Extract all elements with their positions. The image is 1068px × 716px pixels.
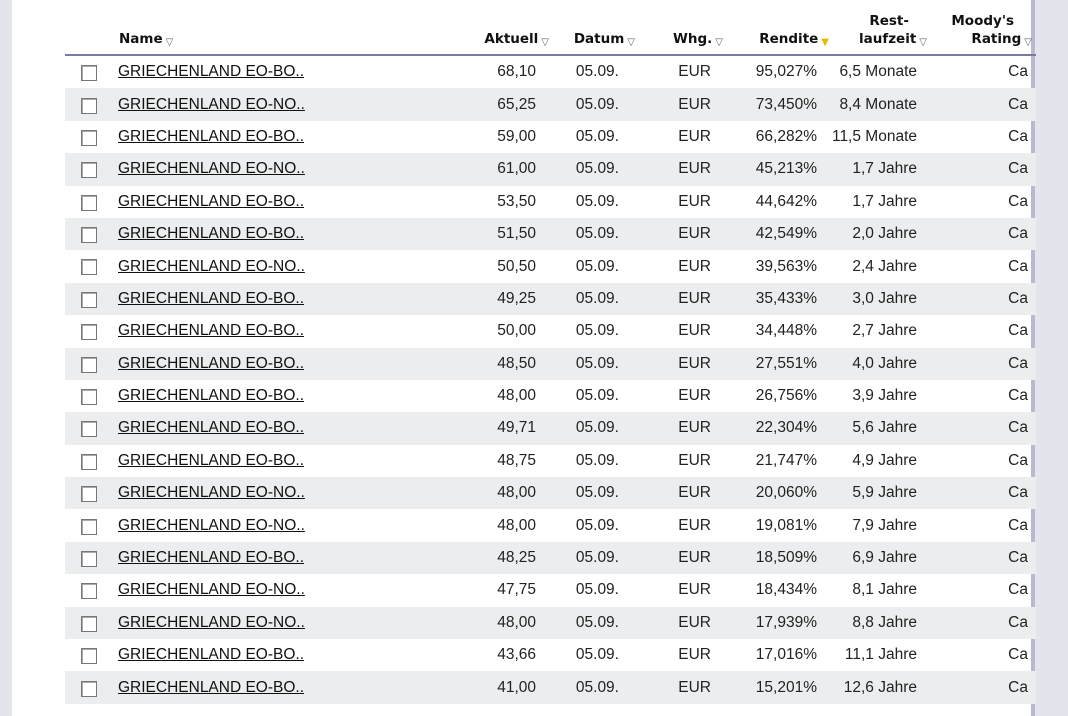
row-checkbox[interactable] [81, 421, 97, 437]
sort-arrow-down-icon[interactable]: ▽ [715, 37, 723, 48]
datum-cell: 05.09. [575, 451, 619, 469]
restlaufzeit-cell: 11,1 Jahre [844, 646, 917, 664]
rendite-cell: 27,551% [727, 348, 831, 380]
row-select-cell [65, 250, 118, 282]
aktuell-cell: 47,75 [497, 581, 536, 599]
bond-name-link[interactable]: GRIECHENLAND EO-BO.. [118, 192, 305, 210]
name-cell [118, 477, 414, 509]
datum-cell: 05.09. [575, 192, 619, 210]
table-header-row [65, 0, 1036, 55]
row-checkbox[interactable] [81, 616, 97, 632]
row-select-cell [65, 671, 118, 703]
name-cell [118, 283, 414, 315]
sort-arrow-down-icon[interactable]: ▽ [165, 37, 174, 48]
row-select-cell [65, 380, 118, 412]
row-checkbox[interactable] [81, 324, 97, 340]
bond-name-link[interactable]: GRIECHENLAND EO-BO.. [118, 354, 305, 372]
bond-name-link[interactable]: GRIECHENLAND EO-BO.. [118, 289, 305, 307]
row-select-cell [65, 121, 118, 153]
table-row [65, 186, 1036, 218]
sort-arrow-down-icon[interactable]: ▽ [919, 37, 927, 48]
header-rating[interactable] [931, 0, 1036, 55]
aktuell-cell: 68,10 [497, 63, 536, 81]
bond-name-link[interactable]: GRIECHENLAND EO-NO.. [118, 160, 305, 178]
header-restlaufzeit-label-line1: Rest- [869, 13, 909, 29]
rendite-cell: 66,282% [755, 127, 817, 145]
rating-cell: Ca [931, 607, 1036, 639]
header-name[interactable] [118, 0, 414, 55]
row-select-cell [65, 477, 118, 509]
header-name-label: Name [119, 31, 163, 47]
table-row [65, 153, 1036, 185]
bond-name-link[interactable]: GRIECHENLAND EO-BO.. [118, 549, 305, 567]
rating-cell: Ca [1008, 322, 1028, 340]
rendite-cell: 95,027% [755, 63, 817, 81]
aktuell-cell: 53,50 [497, 192, 536, 210]
restlaufzeit-cell: 1,7 Jahre [852, 192, 917, 210]
row-select-cell [65, 574, 118, 606]
row-checkbox[interactable] [81, 486, 97, 502]
row-checkbox[interactable] [81, 259, 97, 275]
table-row [65, 477, 1036, 509]
header-restlaufzeit[interactable] [831, 0, 931, 55]
datum-cell: 05.09. [551, 412, 639, 444]
row-select-cell [65, 186, 118, 218]
whg-cell: EUR [678, 646, 711, 664]
name-cell [118, 445, 414, 477]
name-cell [118, 218, 414, 250]
header-rendite-label: Rendite [759, 31, 819, 47]
header-rendite[interactable] [727, 0, 831, 55]
name-cell [118, 639, 414, 671]
row-checkbox[interactable] [81, 519, 97, 535]
name-cell [118, 250, 414, 282]
whg-cell: EUR [678, 63, 711, 81]
table-body [65, 55, 1036, 704]
name-cell [118, 153, 414, 185]
table-row [65, 607, 1036, 639]
bond-name-link[interactable]: GRIECHENLAND EO-NO.. [118, 581, 305, 599]
datum-cell: 05.09. [551, 542, 639, 574]
row-select-cell [65, 88, 118, 120]
rendite-cell: 39,563% [755, 257, 817, 275]
rendite-cell: 21,747% [755, 451, 817, 469]
aktuell-cell: 51,50 [414, 218, 551, 250]
rating-cell: Ca [931, 88, 1036, 120]
header-whg[interactable] [639, 0, 727, 55]
name-cell [118, 88, 414, 120]
restlaufzeit-cell: 8,4 Monate [831, 88, 931, 120]
rating-cell: Ca [1008, 516, 1028, 534]
rating-cell: Ca [1008, 192, 1028, 210]
datum-cell: 05.09. [551, 671, 639, 703]
sort-arrow-down-icon[interactable]: ▽ [541, 37, 549, 48]
row-select-cell [65, 283, 118, 315]
whg-cell: EUR [639, 348, 727, 380]
row-checkbox[interactable] [81, 648, 97, 664]
rendite-cell: 19,081% [755, 516, 817, 534]
row-checkbox[interactable] [81, 130, 97, 146]
header-restlaufzeit-label-line2: laufzeit [858, 31, 917, 47]
bond-table-container [65, 0, 1032, 704]
datum-cell: 05.09. [575, 646, 619, 664]
header-aktuell[interactable] [414, 0, 551, 55]
name-cell [118, 671, 414, 703]
row-select-cell [65, 348, 118, 380]
datum-cell: 05.09. [551, 348, 639, 380]
restlaufzeit-cell: 3,0 Jahre [831, 283, 931, 315]
table-row [65, 55, 1036, 88]
right-gutter [1035, 0, 1068, 716]
aktuell-cell: 48,75 [497, 451, 536, 469]
rating-cell: Ca [1008, 127, 1028, 145]
datum-cell: 05.09. [575, 387, 619, 405]
row-select-cell [65, 639, 118, 671]
datum-cell: 05.09. [551, 153, 639, 185]
restlaufzeit-cell: 4,9 Jahre [852, 451, 917, 469]
row-checkbox[interactable] [81, 162, 97, 178]
datum-cell: 05.09. [575, 581, 619, 599]
whg-cell: EUR [639, 153, 727, 185]
row-select-cell [65, 153, 118, 185]
row-select-cell [65, 542, 118, 574]
restlaufzeit-cell: 6,5 Monate [839, 63, 917, 81]
table-row [65, 445, 1036, 477]
aktuell-cell: 49,71 [414, 412, 551, 444]
rendite-cell: 73,450% [727, 88, 831, 120]
rating-cell: Ca [931, 153, 1036, 185]
whg-cell: EUR [678, 451, 711, 469]
row-select-cell [65, 607, 118, 639]
restlaufzeit-cell: 8,8 Jahre [831, 607, 931, 639]
whg-cell: EUR [678, 192, 711, 210]
rendite-cell: 17,016% [755, 646, 817, 664]
restlaufzeit-cell: 1,7 Jahre [831, 153, 931, 185]
row-select-cell [65, 509, 118, 541]
aktuell-cell: 48,00 [414, 477, 551, 509]
table-row [65, 218, 1036, 250]
table-row [65, 574, 1036, 606]
name-cell [118, 55, 414, 88]
whg-cell: EUR [678, 322, 711, 340]
bond-name-link[interactable]: GRIECHENLAND EO-NO.. [118, 613, 305, 631]
whg-cell: EUR [639, 671, 727, 703]
row-checkbox[interactable] [81, 389, 97, 405]
sort-arrow-active-icon[interactable]: ▼ [821, 37, 829, 48]
header-datum-label: Datum [573, 31, 625, 47]
header-whg-label: Whg. [673, 31, 713, 47]
row-checkbox[interactable] [81, 551, 97, 567]
rating-cell: Ca [1008, 451, 1028, 469]
header-select [65, 0, 118, 55]
left-gutter [0, 0, 12, 716]
rating-cell: Ca [1008, 63, 1028, 81]
row-checkbox[interactable] [81, 454, 97, 470]
restlaufzeit-cell: 7,9 Jahre [852, 516, 917, 534]
aktuell-cell: 49,25 [414, 283, 551, 315]
restlaufzeit-cell: 5,9 Jahre [831, 477, 931, 509]
rendite-cell: 15,201% [727, 671, 831, 703]
rating-cell: Ca [1008, 257, 1028, 275]
rating-cell: Ca [931, 412, 1036, 444]
bond-name-link[interactable]: GRIECHENLAND EO-BO.. [118, 322, 305, 340]
name-cell [118, 542, 414, 574]
rendite-cell: 18,434% [755, 581, 817, 599]
bond-name-link[interactable]: GRIECHENLAND EO-BO.. [118, 127, 305, 145]
name-cell [118, 315, 414, 347]
whg-cell: EUR [639, 607, 727, 639]
whg-cell: EUR [639, 88, 727, 120]
bond-name-link[interactable]: GRIECHENLAND EO-BO.. [118, 678, 305, 696]
whg-cell: EUR [678, 257, 711, 275]
rating-cell: Ca [931, 218, 1036, 250]
rating-cell: Ca [1008, 581, 1028, 599]
whg-cell: EUR [678, 516, 711, 534]
datum-cell: 05.09. [575, 127, 619, 145]
rating-cell: Ca [931, 542, 1036, 574]
datum-cell: 05.09. [575, 63, 619, 81]
whg-cell: EUR [678, 581, 711, 599]
table-row [65, 542, 1036, 574]
header-aktuell-label: Aktuell [484, 31, 539, 47]
restlaufzeit-cell: 4,0 Jahre [831, 348, 931, 380]
bond-name-link[interactable]: GRIECHENLAND EO-NO.. [118, 516, 305, 534]
aktuell-cell: 48,00 [497, 516, 536, 534]
restlaufzeit-cell: 11,5 Monate [831, 127, 917, 145]
rendite-cell: 17,939% [727, 607, 831, 639]
table-row [65, 315, 1036, 347]
bond-name-link[interactable]: GRIECHENLAND EO-BO.. [118, 63, 305, 81]
rendite-cell: 22,304% [727, 412, 831, 444]
row-select-cell [65, 315, 118, 347]
row-checkbox[interactable] [81, 681, 97, 697]
aktuell-cell: 65,25 [414, 88, 551, 120]
restlaufzeit-cell: 8,1 Jahre [852, 581, 917, 599]
restlaufzeit-cell: 3,9 Jahre [852, 387, 917, 405]
aktuell-cell: 61,00 [414, 153, 551, 185]
bond-name-link[interactable]: GRIECHENLAND EO-BO.. [118, 646, 305, 664]
datum-cell: 05.09. [575, 322, 619, 340]
table-row [65, 509, 1036, 541]
row-checkbox[interactable] [81, 195, 97, 211]
header-datum[interactable] [551, 0, 639, 55]
header-rating-label-line2: Rating [971, 31, 1022, 47]
header-rating-label-line1: Moody's [951, 13, 1014, 29]
table-row [65, 639, 1036, 671]
row-select-cell [65, 412, 118, 444]
whg-cell: EUR [639, 477, 727, 509]
whg-cell: EUR [678, 127, 711, 145]
rendite-cell: 42,549% [727, 218, 831, 250]
whg-cell: EUR [678, 387, 711, 405]
rating-cell: Ca [1008, 387, 1028, 405]
datum-cell: 05.09. [551, 88, 639, 120]
rating-cell: Ca [931, 477, 1036, 509]
row-checkbox[interactable] [81, 65, 97, 81]
name-cell [118, 574, 414, 606]
name-cell [118, 121, 414, 153]
table-row [65, 121, 1036, 153]
table-row [65, 250, 1036, 282]
rendite-cell: 44,642% [755, 192, 817, 210]
aktuell-cell: 59,00 [497, 127, 536, 145]
row-select-cell [65, 218, 118, 250]
bond-name-link[interactable]: GRIECHENLAND EO-NO.. [118, 95, 305, 113]
datum-cell: 05.09. [551, 477, 639, 509]
name-cell [118, 412, 414, 444]
row-checkbox[interactable] [81, 583, 97, 599]
name-cell [118, 348, 414, 380]
sort-arrow-down-icon[interactable]: ▽ [1024, 37, 1032, 48]
whg-cell: EUR [639, 412, 727, 444]
aktuell-cell: 48,25 [414, 542, 551, 574]
table-row [65, 380, 1036, 412]
aktuell-cell: 48,00 [497, 387, 536, 405]
restlaufzeit-cell: 2,0 Jahre [831, 218, 931, 250]
restlaufzeit-cell: 12,6 Jahre [831, 671, 931, 703]
rendite-cell: 18,509% [727, 542, 831, 574]
whg-cell: EUR [639, 542, 727, 574]
bond-name-link[interactable]: GRIECHENLAND EO-BO.. [118, 225, 305, 243]
datum-cell: 05.09. [575, 257, 619, 275]
table-row [65, 283, 1036, 315]
row-checkbox[interactable] [81, 227, 97, 243]
rating-cell: Ca [931, 348, 1036, 380]
aktuell-cell: 50,00 [497, 322, 536, 340]
rendite-cell: 35,433% [727, 283, 831, 315]
datum-cell: 05.09. [551, 283, 639, 315]
row-checkbox[interactable] [81, 357, 97, 373]
table-row [65, 671, 1036, 703]
aktuell-cell: 43,66 [497, 646, 536, 664]
datum-cell: 05.09. [575, 516, 619, 534]
rating-cell: Ca [931, 283, 1036, 315]
restlaufzeit-cell: 5,6 Jahre [831, 412, 931, 444]
bond-name-link[interactable]: GRIECHENLAND EO-BO.. [118, 419, 305, 437]
restlaufzeit-cell: 6,9 Jahre [831, 542, 931, 574]
aktuell-cell: 50,50 [497, 257, 536, 275]
row-checkbox[interactable] [81, 292, 97, 308]
rendite-cell: 45,213% [727, 153, 831, 185]
bond-name-link[interactable]: GRIECHENLAND EO-NO.. [118, 257, 305, 275]
aktuell-cell: 48,00 [414, 607, 551, 639]
rendite-cell: 26,756% [755, 387, 817, 405]
name-cell [118, 607, 414, 639]
name-cell [118, 509, 414, 541]
name-cell [118, 380, 414, 412]
name-cell [118, 186, 414, 218]
rating-cell: Ca [1008, 646, 1028, 664]
rating-cell: Ca [931, 671, 1036, 703]
bond-name-link[interactable]: GRIECHENLAND EO-BO.. [118, 451, 305, 469]
table-row [65, 348, 1036, 380]
aktuell-cell: 41,00 [414, 671, 551, 703]
datum-cell: 05.09. [551, 218, 639, 250]
aktuell-cell: 48,50 [414, 348, 551, 380]
bond-name-link[interactable]: GRIECHENLAND EO-NO.. [118, 484, 305, 502]
bond-name-link[interactable]: GRIECHENLAND EO-BO.. [118, 387, 305, 405]
sort-arrow-down-icon[interactable]: ▽ [627, 37, 635, 48]
row-checkbox[interactable] [81, 98, 97, 114]
rendite-cell: 20,060% [727, 477, 831, 509]
row-select-cell [65, 55, 118, 88]
restlaufzeit-cell: 2,4 Jahre [852, 257, 917, 275]
datum-cell: 05.09. [551, 607, 639, 639]
bond-table [65, 0, 1036, 704]
whg-cell: EUR [639, 283, 727, 315]
whg-cell: EUR [639, 218, 727, 250]
rendite-cell: 34,448% [755, 322, 817, 340]
row-select-cell [65, 445, 118, 477]
restlaufzeit-cell: 2,7 Jahre [852, 322, 917, 340]
table-row [65, 88, 1036, 120]
table-row [65, 412, 1036, 444]
